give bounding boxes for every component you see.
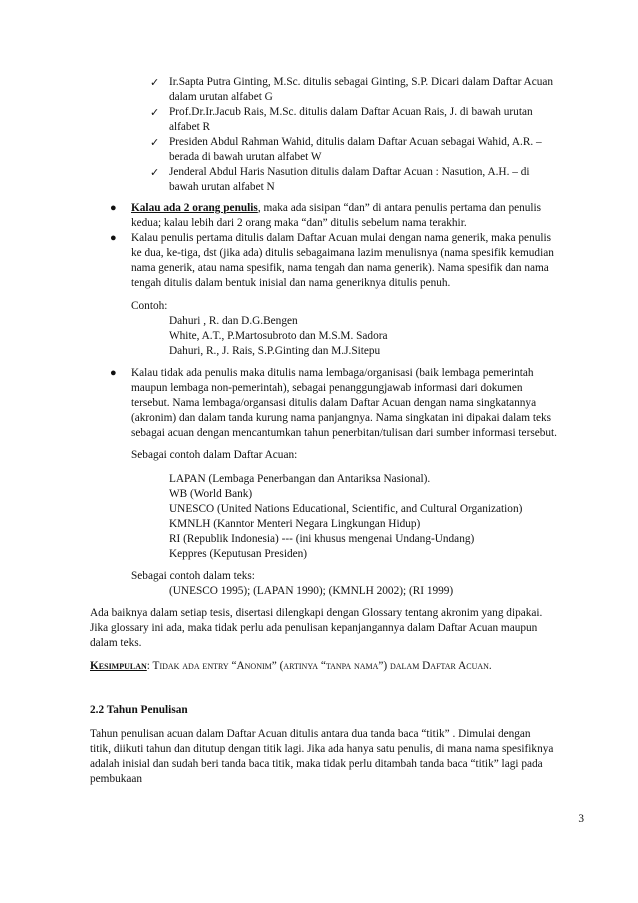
checklist-item-line: dalam urutan alfabet G <box>169 91 273 103</box>
page-number: 3 <box>578 813 584 825</box>
bullet-text-line: Kalau tidak ada penulis maka ditulis nama lembaga/organisasi (baik lembaga pemerintah <box>131 367 534 379</box>
section-line: adalah inisial dan sudah beri tanda baca titik, maka tidak perlu ditambah tanda baca “titik” lagi pada <box>90 758 543 770</box>
bullet-icon: ● <box>110 232 117 244</box>
bullet-text-line: maupun lembaga non-pemerintah), sebagai penanggungjawab informasi dari dokumen <box>131 382 523 394</box>
checklist-item-line: Jenderal Abdul Haris Nasution ditulis dalam Daftar Acuan : Nasution, A.H. – di <box>169 166 530 178</box>
contoh-item: White, A.T., P.Martosubroto dan M.S.M. Sadora <box>169 330 388 342</box>
checklist-item-line: Prof.Dr.Ir.Jacub Rais, M.Sc. ditulis dalam Daftar Acuan Rais, J. di bawah urutan <box>169 106 533 118</box>
checkmark-icon: ✓ <box>150 166 160 179</box>
kesimpulan-text: : Tidak ada entry “Anonim” (artinya “tanpa nama”) dalam Daftar Acuan. <box>146 660 492 672</box>
checkmark-icon: ✓ <box>150 136 160 149</box>
acuan-example-item: UNESCO (United Nations Educational, Scientific, and Cultural Organization) <box>169 503 523 515</box>
checklist-item-line: bawah urutan alfabet N <box>169 181 275 193</box>
section-heading: 2.2 Tahun Penulisan <box>90 704 188 716</box>
checkmark-icon: ✓ <box>150 106 160 119</box>
acuan-example-item: LAPAN (Lembaga Penerbangan dan Antariksa Nasional). <box>169 473 431 485</box>
section-line: Tahun penulisan acuan dalam Daftar Acuan ditulis antara dua tanda baca “titik” . Dimulai dengan <box>90 728 531 740</box>
kesimpulan-label: Kesimpulan <box>90 660 147 672</box>
bullet-text-line: nama generik, atau nama spesifik, nama tengah dan nama generik). Nama spesifik dan nama <box>131 262 549 274</box>
bullet-text-line: Kalau penulis pertama ditulis dalam Daftar Acuan mulai dengan nama generik, maka penulis <box>131 232 552 244</box>
glossary-line: Jika glossary ini ada, maka tidak perlu ada penulisan kepanjangannya dalam Daftar Acuan maupun <box>90 622 538 634</box>
contoh-label: Contoh: <box>131 300 168 312</box>
checklist-item-line: Presiden Abdul Rahman Wahid, ditulis dalam Daftar Acuan sebagai Wahid, A.R. – <box>169 136 542 148</box>
bullet-text-line: sebagai acuan dengan mencantumkan tahun penerbitan/tulisan dari sumber informasi tersebut. <box>131 427 557 439</box>
bullet-text: , maka ada sisipan “dan” di antara penulis pertama dan penulis <box>257 202 542 214</box>
contoh-item: Dahuri , R. dan D.G.Bengen <box>169 315 298 327</box>
acuan-example-item: WB (World Bank) <box>169 488 253 500</box>
acuan-example-item: RI (Republik Indonesia) --- (ini khusus mengenai Undang-Undang) <box>169 533 475 545</box>
bullet-paragraph-1 <box>131 201 584 216</box>
glossary-line: Ada baiknya dalam setiap tesis, disertasi dilengkapi dengan Glossary tentang akronim yang dipakai. <box>90 607 543 619</box>
bullet-icon: ● <box>110 367 117 379</box>
bullet-lead: Kalau ada 2 orang penulis <box>131 202 258 214</box>
bullet-text-line: ke dua, ke-tiga, dst (jika ada) ditulis sebagaimana lazim menulisnya (nama spesifik kemudian <box>131 247 554 259</box>
bullet-text-line: tersebut. Nama lembaga/organsasi ditulis dalam Daftar Acuan dengan nama singkatannya <box>131 397 537 409</box>
checklist-item-line: Ir.Sapta Putra Ginting, M.Sc. ditulis sebagai Ginting, S.P. Dicari dalam Daftar Acuan <box>169 76 554 88</box>
acuan-example-item: Keppres (Keputusan Presiden) <box>169 548 308 560</box>
bullet-text-line: (akronim) dan dalam tanda kurung nama panjangnya. Nama singkatan ini dipakai dalam teks <box>131 412 552 424</box>
section-line: pembukaan <box>90 773 143 785</box>
section-line: titik, diikuti tahun dan ditutup dengan titik lagi. Jika ada hanya satu penulis, di mana nama spesifiknya <box>90 743 554 755</box>
checklist-item-line: alfabet R <box>169 121 211 133</box>
checkmark-icon: ✓ <box>150 76 160 89</box>
bullet-text-line: kedua; kalau lebih dari 2 orang maka “dan” ditulis sebelum nama terakhir. <box>131 217 467 229</box>
kesimpulan <box>90 659 584 674</box>
acuan-example-item: KMNLH (Kanntor Menteri Negara Lingkungan Hidup) <box>169 518 421 530</box>
bullet-icon: ● <box>110 202 117 214</box>
glossary-line: dalam teks. <box>90 637 142 649</box>
bullet-text-line: tengah ditulis dalam bentuk inisial dan nama generiknya ditulis penuh. <box>131 277 451 289</box>
acuan-example-label: Sebagai contoh dalam Daftar Acuan: <box>131 449 298 461</box>
contoh-item: Dahuri, R., J. Rais, S.P.Ginting dan M.J.Sitepu <box>169 345 381 357</box>
text-example: (UNESCO 1995); (LAPAN 1990); (KMNLH 2002); (RI 1999) <box>169 585 454 597</box>
checklist-item-line: berada di bawah urutan alfabet W <box>169 151 322 163</box>
text-example-label: Sebagai contoh dalam teks: <box>131 570 255 582</box>
